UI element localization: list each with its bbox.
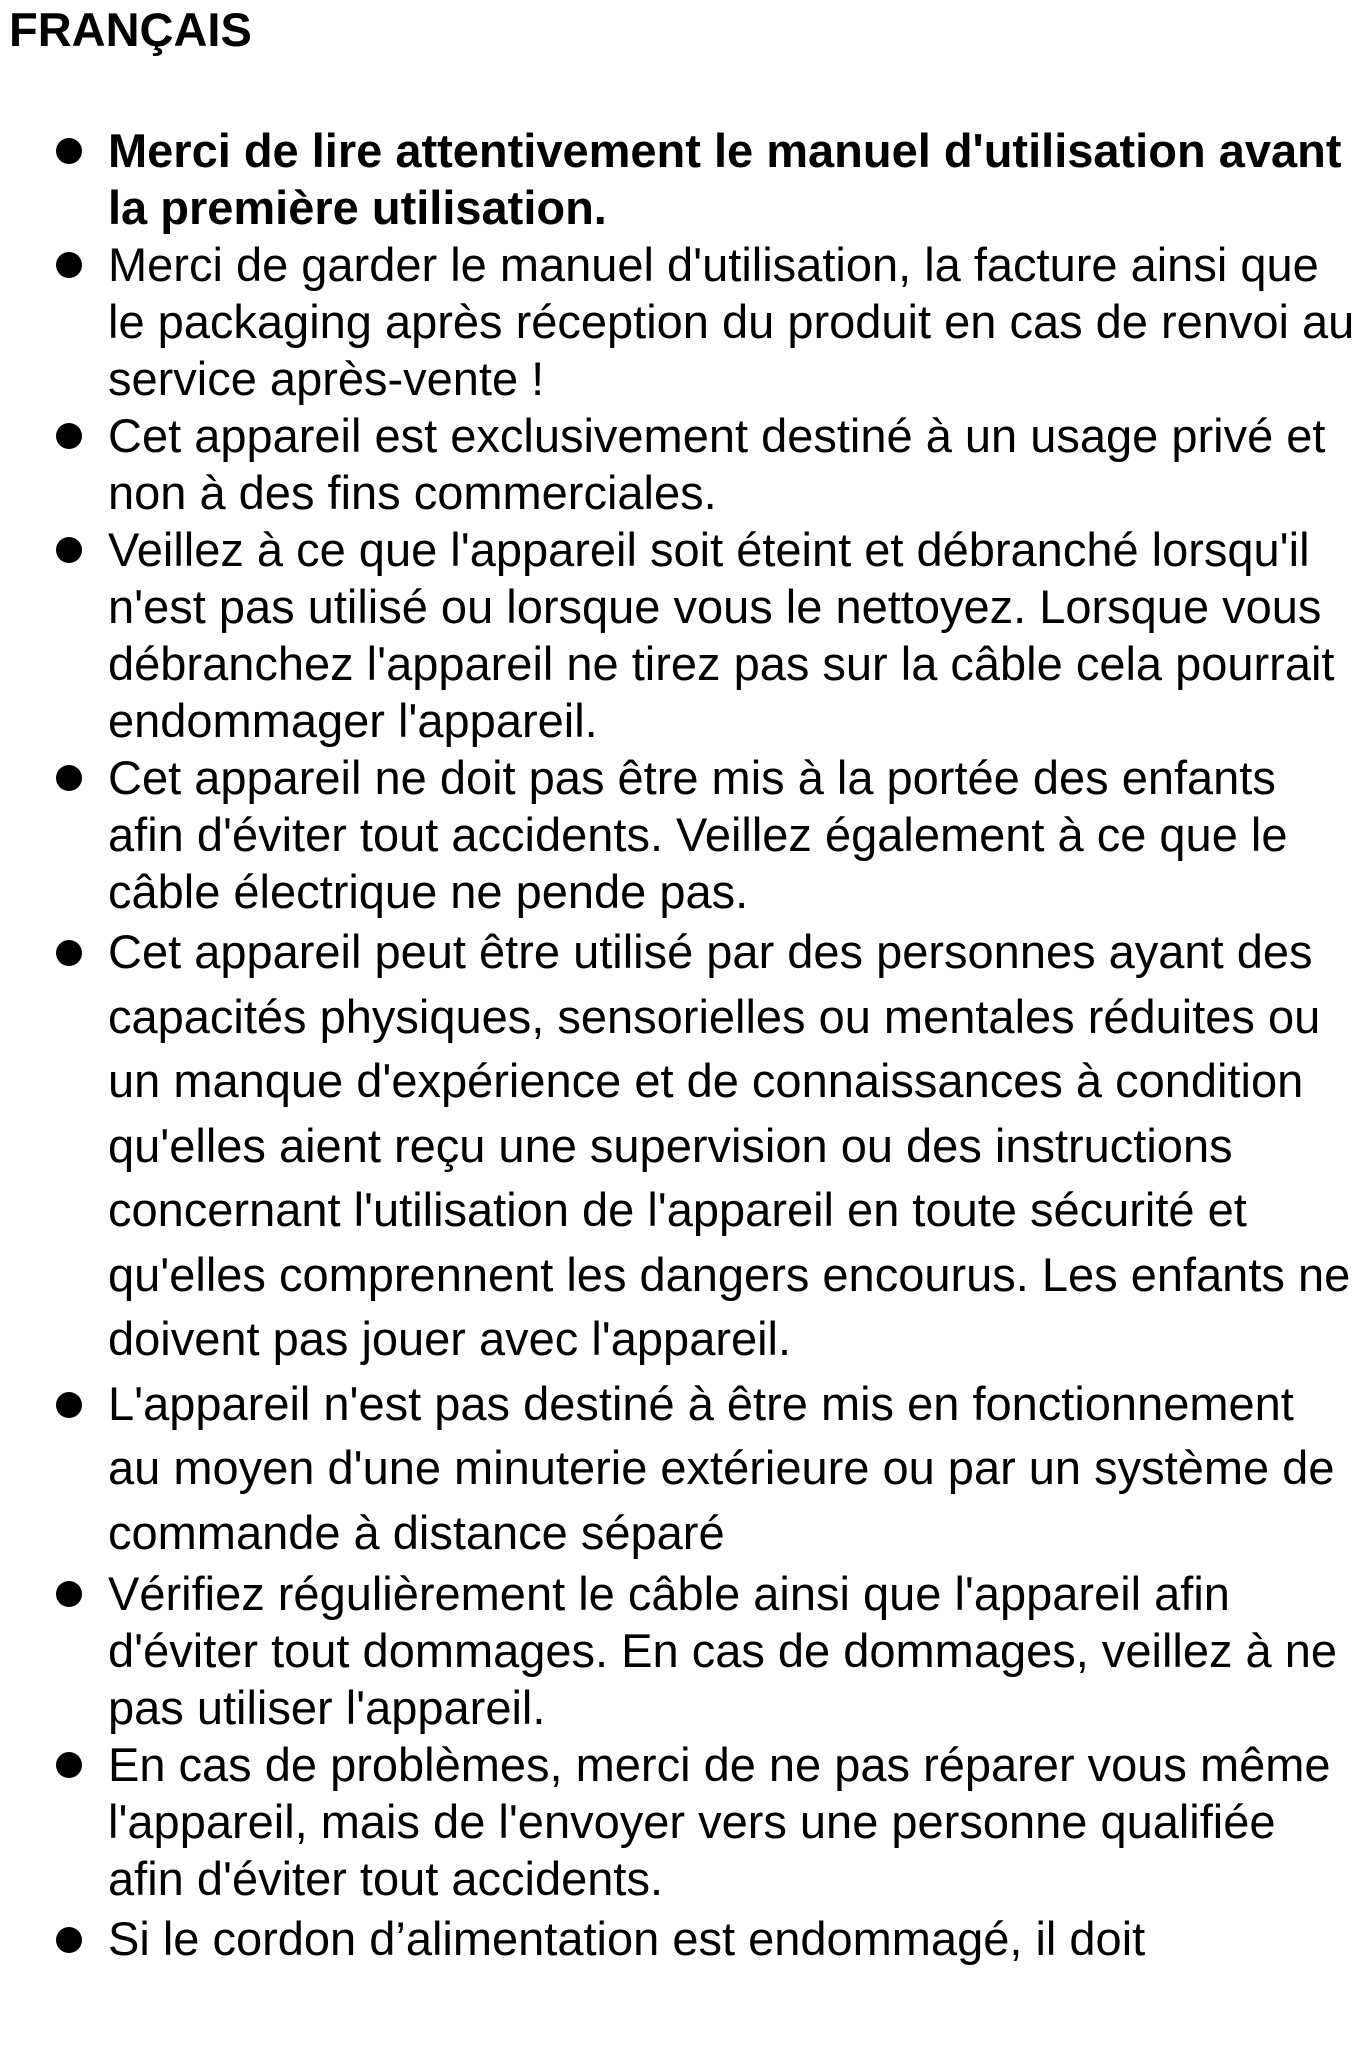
list-item: [0, 749, 1365, 920]
list-item-text: Vérifiez régulièrement le câble ainsi que l'appareil afin d'éviter tout dommages. En cas de dommages, veillez à ne pas utiliser l'appareil.: [108, 1567, 1337, 1734]
list-item: [0, 521, 1365, 749]
list-item-text: Veillez à ce que l'appareil soit éteint et débranché lorsqu'il n'est pas utilisé ou lorsque vous le nettoyez. Lorsque vous débranchez l'appareil ne tirez pas sur la câble cela pourrait endommager l'appareil.: [108, 523, 1335, 747]
list-item-text: Cet appareil ne doit pas être mis à la portée des enfants afin d'éviter tout accidents. Veillez également à ce que le câble électrique ne pende pas.: [108, 751, 1288, 918]
list-item: [0, 1736, 1365, 1907]
bullet-icon: [56, 537, 82, 563]
list-item-text: Merci de lire attentivement le manuel d'utilisation avant la première utilisation.: [108, 124, 1342, 234]
bullet-icon: [56, 138, 82, 164]
list-item-text: Cet appareil est exclusivement destiné à un usage privé et non à des fins commerciales.: [108, 409, 1326, 519]
list-item: [0, 407, 1365, 521]
list-item-text: L'appareil n'est pas destiné à être mis en fonctionnement au moyen d'une minuterie extérieure ou par un système de commande à distance séparé: [108, 1376, 1335, 1559]
list-item-text: En cas de problèmes, merci de ne pas réparer vous même l'appareil, mais de l'envoyer vers une personne qualifiée afin d'éviter tout accidents.: [108, 1738, 1331, 1905]
list-item-text: Si le cordon d’alimentation est endommagé, il doit: [108, 1912, 1146, 1965]
list-item-text: Cet appareil peut être utilisé par des personnes ayant des capacités physiques, sensorielles ou mentales réduites ou un manque d'expérience et de connaissances à condition qu'elles aient reçu une supervision ou des instructions concernant l'utilisation de l'appareil en toute sécurité et qu'elles comprennent les dangers encourus. Les enfants ne doivent pas jouer avec l'appareil.: [108, 925, 1351, 1365]
safety-instructions-list: [0, 122, 1365, 1972]
section-heading: FRANÇAIS: [9, 3, 252, 56]
list-item: [0, 122, 1365, 236]
list-item: [0, 1907, 1365, 1972]
list-item: [0, 1565, 1365, 1736]
list-item: [0, 920, 1365, 1372]
bullet-icon: [56, 1392, 82, 1418]
bullet-icon: [56, 252, 82, 278]
list-item: [0, 1372, 1365, 1566]
list-item-text: Merci de garder le manuel d'utilisation, la facture ainsi que le packaging après réception du produit en cas de renvoi au service après-vente !: [108, 238, 1355, 405]
bullet-icon: [56, 423, 82, 449]
bullet-icon: [56, 1752, 82, 1778]
bullet-icon: [56, 1581, 82, 1607]
bullet-icon: [56, 940, 82, 966]
list-item: [0, 236, 1365, 407]
bullet-icon: [56, 765, 82, 791]
bullet-icon: [56, 1927, 82, 1953]
